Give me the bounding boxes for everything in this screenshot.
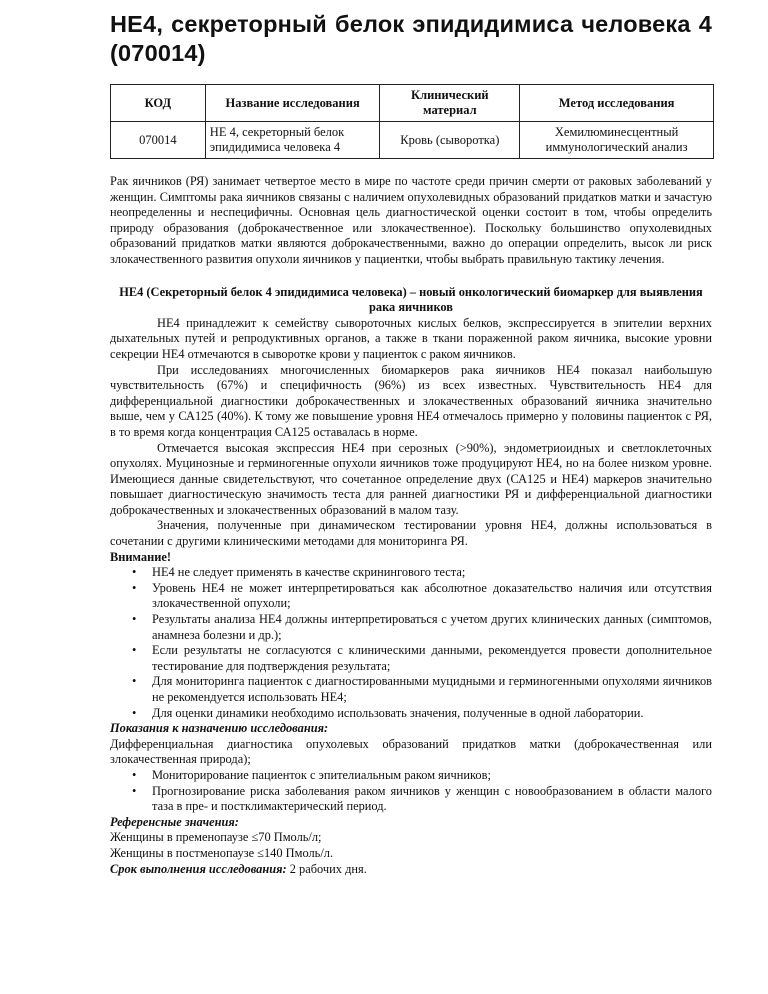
- list-item: • Если результаты не согласуются с клиническими данными, рекомендуется провести дополнительное тестирование для подтверждения результата;: [132, 643, 712, 673]
- table-row: [111, 122, 714, 159]
- table-cell-code: 070014: [111, 122, 206, 159]
- table-cell-material: Кровь (сыворотка): [380, 122, 520, 159]
- term-line: [110, 862, 712, 878]
- reference-premenopause: Женщины в пременопаузе ≤70 Пмоль/л;: [110, 830, 322, 845]
- paragraph-2: При исследованиях многочисленных биомаркеров рака яичников НЕ4 показал наибольшую чувствительность (67%) и специфичность (96%) из всех известных. Чувствительность НЕ4 для дифференциальной диагностики доброкачественных и злокачественных образований яичника значительно выше, чем у СА125 (40%). К тому же повышение уровня НЕ4 отмечалось примерно у половины пациенток с РЯ, в то время когда концентрация СА125 оставалась в норме.: [110, 362, 712, 439]
- reference-postmenopause: Женщины в постменопаузе ≤140 Пмоль/л.: [110, 845, 334, 860]
- bullet-icon: •: [132, 783, 137, 798]
- page-title: HE4, секреторный белок эпидидимиса человека 4 (070014): [110, 11, 712, 66]
- table-header-name: Название исследования: [205, 85, 380, 122]
- bullet-icon: •: [132, 612, 137, 627]
- list-item: • НЕ4 не следует применять в качестве скринингового теста;: [132, 565, 466, 580]
- indications-list: [110, 768, 712, 815]
- table-cell-name: НЕ 4, секреторный белок эпидидимиса человека 4: [205, 122, 380, 159]
- info-table: [110, 84, 714, 159]
- section-heading: НЕ4 (Секреторный белок 4 эпидидимиса человека) – новый онкологический биомаркер для выявления рака яичников: [119, 284, 703, 315]
- bullet-icon: •: [132, 565, 137, 580]
- list-item: • Прогнозирование риска заболевания раком яичников у женщин с новообразованием в области малого таза в пре- и постклимактерический период.: [132, 783, 712, 814]
- intro-paragraph: Рак яичников (РЯ) занимает четвертое место в мире по частоте среди причин смерти от раковых заболеваний у женщин. Симптомы рака яичников связаны с наличием опухолевидных образований придатков матки и зачастую неопределенны и неспецифичны. Основная цель диагностической оценки состоит в том, чтобы определить природу образования (доброкачественное или злокачественное). Поскольку большинство опухолевидных образований придатков матки являются доброкачественными, важно до операции определить, высок ли риск злокачественного развития опухоли яичников у пациентки, чтобы выбрать правильную тактику лечения.: [110, 174, 712, 266]
- table-header-material: Клинический материал: [380, 85, 520, 122]
- reference-label: Референсные значения:: [110, 814, 239, 829]
- indications-text: Дифференциальная диагностика опухолевых образований придатков матки (доброкачественная или злокачественная природа);: [110, 736, 712, 767]
- table-header-code: КОД: [111, 85, 206, 122]
- list-item: • Для оценки динамики необходимо использовать значения, полученные в одной лаборатории.: [132, 705, 644, 720]
- term-label: Срок выполнения исследования:: [110, 861, 287, 876]
- indications-label: Показания к назначению исследования:: [110, 721, 329, 736]
- bullet-icon: •: [132, 767, 137, 782]
- warning-list: [110, 565, 712, 721]
- warning-label: Внимание!: [110, 549, 171, 564]
- bullet-icon: •: [132, 643, 137, 658]
- table-header-row: [111, 85, 714, 122]
- table-header-method: Метод исследования: [520, 85, 714, 122]
- paragraph-1: НЕ4 принадлежит к семейству сывороточных кислых белков, экспрессируется в эпителии верхних дыхательных путей и репродуктивных органов, а также в ткани пораженной раком яичника, высокие уровни секреции НЕ4 отмечаются в сыворотке крови у пациенток с раком яичников.: [110, 315, 712, 361]
- paragraph-4: Значения, полученные при динамическом тестировании уровня НЕ4, должны использоваться в сочетании с другими клиническими методами для мониторинга РЯ.: [110, 518, 712, 549]
- list-item: • Мониторирование пациенток с эпителиальным раком яичников;: [132, 767, 491, 782]
- table-cell-method: Хемилюминесцентный иммунологический анализ: [520, 122, 714, 159]
- bullet-icon: •: [132, 674, 137, 689]
- term-value: 2 рабочих дня.: [289, 861, 367, 876]
- list-item: • Для мониторинга пациенток с диагностированными муцидными и герминогенными опухолями яичников не рекомендуется использовать НЕ4;: [132, 674, 712, 704]
- list-item: • Результаты анализа НЕ4 должны интерпретироваться с учетом других клинических данных (симптомов, анамнеза болезни и др.);: [132, 612, 712, 642]
- bullet-icon: •: [132, 580, 137, 595]
- paragraph-3: Отмечается высокая экспрессия НЕ4 при серозных (>90%), эндометриоидных и светлоклеточных опухолях. Муцинозные и герминогенные опухоли яичников тоже продуцируют НЕ4, но на более низком уровне. Имеющиеся данные свидетельствуют, что сочетанное определение двух (СА125 и НЕ4) маркеров значительно повышает диагностическую значимость теста для ранней диагностики РЯ и дифференциальной диагностики доброкачественных и злокачественных образований в малом тазу.: [110, 440, 712, 517]
- list-item: • Уровень НЕ4 не может интерпретироваться как абсолютное доказательство наличия или отсутствия злокачественной опухоли;: [132, 580, 712, 611]
- bullet-icon: •: [132, 705, 137, 720]
